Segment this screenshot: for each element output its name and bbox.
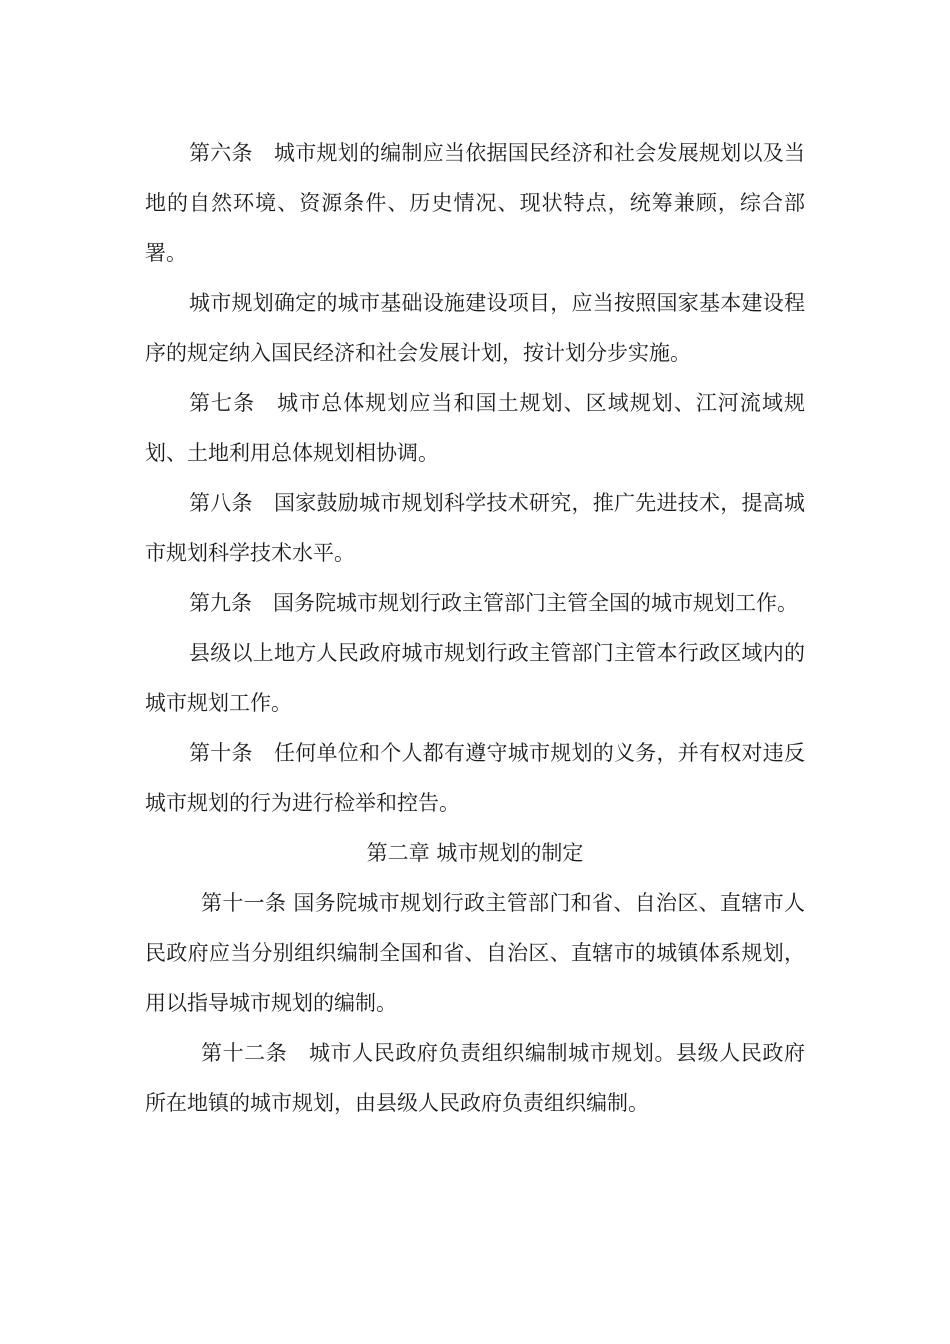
article-9-paragraph-2: 县级以上地方人民政府城市规划行政主管部门主管本行政区域内的城市规划工作。 <box>145 641 805 715</box>
article-12-paragraph: 第十二条 城市人民政府负责组织编制城市规划。县级人民政府所在地镇的城市规划，由县级人民政府负责组织编制。 <box>145 1041 805 1115</box>
article-6-paragraph-1: 第六条 城市规划的编制应当依据国民经济和社会发展规划以及当地的自然环境、资源条件、历史情况、现状特点，统筹兼顾，综合部署。 <box>145 141 805 265</box>
article-11-paragraph: 第十一条 国务院城市规划行政主管部门和省、自治区、直辖市人民政府应当分别组织编制全国和省、自治区、直辖市的城镇体系规划，用以指导城市规划的编制。 <box>145 891 805 1015</box>
article-6-paragraph-2: 城市规划确定的城市基础设施建设项目，应当按照国家基本建设程序的规定纳入国民经济和社会发展计划，按计划分步实施。 <box>145 291 805 365</box>
article-9-paragraph-1: 第九条 国务院城市规划行政主管部门主管全国的城市规划工作。 <box>189 591 798 615</box>
article-10-paragraph: 第十条 任何单位和个人都有遵守城市规划的义务，并有权对违反城市规划的行为进行检举和控告。 <box>145 741 805 815</box>
article-7-paragraph: 第七条 城市总体规划应当和国土规划、区域规划、江河流域规划、土地利用总体规划相协调。 <box>145 391 805 465</box>
document-body <box>145 128 805 1128</box>
article-8-paragraph: 第八条 国家鼓励城市规划科学技术研究，推广先进技术，提高城市规划科学技术水平。 <box>145 491 805 565</box>
chapter-heading: 第二章 城市规划的制定 <box>366 841 584 865</box>
